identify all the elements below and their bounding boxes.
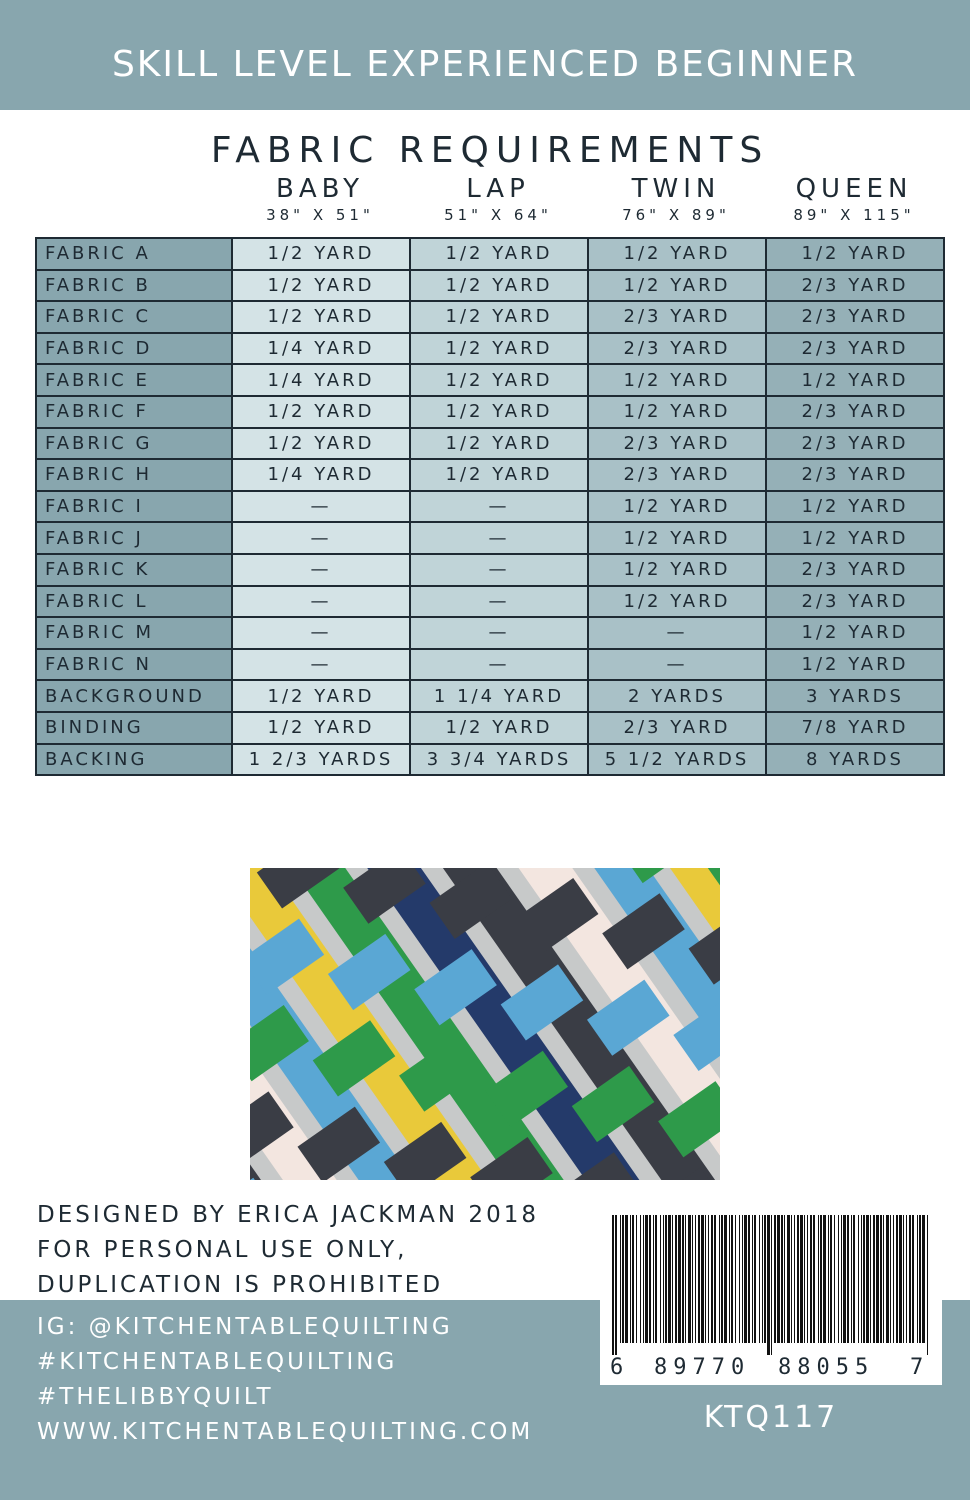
barcode-bar	[870, 1215, 871, 1343]
barcode-bar	[777, 1215, 780, 1343]
table-row	[36, 649, 944, 681]
yardage-cell: 1/2 YARD	[232, 396, 410, 428]
fabric-label: BACKING	[36, 744, 232, 776]
size-header-twin	[587, 174, 765, 224]
size-name: BABY	[276, 174, 364, 204]
yardage-cell: 1/2 YARD	[766, 238, 944, 270]
barcode-bar	[767, 1215, 770, 1355]
fabric-table-body	[36, 238, 944, 775]
barcode-bar	[754, 1215, 756, 1343]
barcode-bar	[838, 1215, 839, 1343]
fabric-requirements-table	[35, 237, 945, 776]
credit-line: DUPLICATION IS PROHIBITED	[37, 1272, 444, 1298]
yardage-cell: 1/2 YARD	[588, 364, 766, 396]
table-row	[36, 396, 944, 428]
barcode-bar	[685, 1215, 686, 1343]
barcode-bar	[899, 1215, 902, 1343]
quilt-photo	[250, 868, 720, 1180]
barcode-bar	[876, 1215, 879, 1343]
barcode-bar	[774, 1215, 776, 1343]
barcode-bar	[919, 1215, 921, 1343]
barcode-bar	[847, 1215, 849, 1343]
table-row	[36, 680, 944, 712]
barcode-bar	[823, 1215, 826, 1343]
table-row	[36, 238, 944, 270]
size-header-baby	[231, 174, 409, 224]
yardage-cell: —	[232, 491, 410, 523]
yardage-cell: 1/2 YARD	[766, 649, 944, 681]
barcode-bar	[807, 1215, 808, 1343]
yardage-cell: —	[232, 586, 410, 618]
yardage-cell: 1/4 YARD	[232, 333, 410, 365]
barcode-bar	[752, 1215, 753, 1343]
table-row	[36, 744, 944, 776]
yardage-cell: —	[410, 586, 588, 618]
barcode-bar	[688, 1215, 691, 1343]
size-dimensions: 76" X 89"	[622, 206, 730, 224]
barcode-bar	[764, 1215, 766, 1343]
size-dimensions: 89" X 115"	[793, 206, 915, 224]
yardage-cell: 1/2 YARD	[766, 364, 944, 396]
barcode-bar	[841, 1215, 842, 1343]
size-name: LAP	[466, 174, 530, 204]
yardage-cell: —	[410, 522, 588, 554]
barcode-bar	[781, 1215, 783, 1343]
barcode-bar	[912, 1215, 914, 1343]
barcode-bar	[630, 1215, 631, 1343]
yardage-cell: 1/2 YARD	[232, 301, 410, 333]
barcode-bar	[701, 1215, 704, 1343]
barcode-bar	[794, 1215, 795, 1343]
size-name: TWIN	[631, 174, 721, 204]
barcode-bar	[800, 1215, 803, 1343]
yardage-cell: 2/3 YARD	[766, 586, 944, 618]
barcode-bar	[784, 1215, 785, 1343]
barcode-number	[610, 1355, 932, 1381]
barcode-bar	[636, 1215, 637, 1343]
yardage-cell: 1/2 YARD	[588, 491, 766, 523]
barcode-bar	[804, 1215, 805, 1343]
fabric-label: FABRIC F	[36, 396, 232, 428]
yardage-cell: —	[232, 554, 410, 586]
yardage-cell: 1/2 YARD	[410, 396, 588, 428]
yardage-cell: 1/2 YARD	[766, 522, 944, 554]
yardage-cell: 1/2 YARD	[588, 396, 766, 428]
barcode-bar	[714, 1215, 716, 1343]
fabric-label: FABRIC M	[36, 617, 232, 649]
yardage-cell: 1/2 YARD	[232, 712, 410, 744]
barcode-bar	[721, 1215, 723, 1343]
yardage-cell: 2/3 YARD	[588, 333, 766, 365]
barcode-bar	[675, 1215, 677, 1343]
barcode-digit-group: 89770	[654, 1355, 751, 1380]
barcode-bar	[797, 1215, 799, 1343]
yardage-cell: 1/2 YARD	[410, 712, 588, 744]
yardage-cell: 1/2 YARD	[588, 522, 766, 554]
barcode-bar	[682, 1215, 684, 1343]
barcode-bar	[622, 1215, 624, 1343]
yardage-cell: 3 3/4 YARDS	[410, 744, 588, 776]
top-banner	[0, 0, 970, 110]
yardage-cell: —	[232, 617, 410, 649]
yardage-cell: 1 2/3 YARDS	[232, 744, 410, 776]
barcode-bar	[729, 1215, 730, 1343]
yardage-cell: —	[588, 617, 766, 649]
fabric-requirements-title: FABRIC REQUIREMENTS	[210, 130, 770, 171]
fabric-label: FABRIC B	[36, 270, 232, 302]
barcode-bar	[853, 1215, 855, 1343]
table-row	[36, 712, 944, 744]
barcode-bar	[645, 1215, 648, 1343]
barcode-bar	[615, 1215, 617, 1355]
barcode-bar	[759, 1215, 760, 1343]
yardage-cell: 1/2 YARD	[766, 617, 944, 649]
barcode-bar	[771, 1215, 772, 1355]
barcode-bar	[834, 1215, 835, 1343]
table-row	[36, 270, 944, 302]
yardage-cell: 5 1/2 YARDS	[588, 744, 766, 776]
barcode-bar	[922, 1215, 925, 1343]
quilt-image	[250, 868, 720, 1180]
barcode-bar	[663, 1215, 664, 1343]
fabric-label: FABRIC H	[36, 459, 232, 491]
yardage-cell: 1/4 YARD	[232, 459, 410, 491]
barcode-bar	[665, 1215, 667, 1343]
fabric-label: FABRIC A	[36, 238, 232, 270]
yardage-cell: 2/3 YARD	[588, 712, 766, 744]
barcode-bar	[909, 1215, 911, 1343]
table-row	[36, 554, 944, 586]
barcode-digit-group: 88055	[778, 1355, 875, 1380]
table-row	[36, 522, 944, 554]
barcode-bar	[880, 1215, 882, 1343]
credit-line: DESIGNED BY ERICA JACKMAN 2018	[37, 1202, 539, 1228]
barcode-bar	[643, 1215, 644, 1343]
pattern-code: KTQ117	[703, 1400, 839, 1435]
yardage-cell: 1/2 YARD	[588, 238, 766, 270]
social-links	[37, 1310, 533, 1450]
yardage-cell: —	[410, 554, 588, 586]
yardage-cell: —	[232, 522, 410, 554]
yardage-cell: 1/2 YARD	[588, 554, 766, 586]
barcode-bar	[890, 1215, 891, 1343]
yardage-cell: 2/3 YARD	[766, 428, 944, 460]
fabric-label: BACKGROUND	[36, 680, 232, 712]
yardage-cell: 2/3 YARD	[766, 333, 944, 365]
hashtag[interactable]: #KITCHENTABLEQUILTING	[37, 1349, 398, 1375]
yardage-cell: 1/2 YARD	[232, 428, 410, 460]
yardage-cell: 1/2 YARD	[588, 270, 766, 302]
barcode-bar	[851, 1215, 852, 1343]
barcode-bar	[858, 1215, 859, 1343]
fabric-label: FABRIC L	[36, 586, 232, 618]
barcode-digit-group: 7	[910, 1355, 924, 1380]
barcode-bar	[873, 1215, 875, 1343]
size-header-lap	[409, 174, 587, 224]
barcode-bar	[731, 1215, 733, 1343]
barcode-bar	[668, 1215, 671, 1343]
yardage-cell: —	[410, 617, 588, 649]
barcode-bar	[748, 1215, 750, 1343]
yardage-cell: —	[410, 649, 588, 681]
barcode-bar	[906, 1215, 907, 1343]
table-row	[36, 617, 944, 649]
fabric-label: FABRIC G	[36, 428, 232, 460]
barcode-bar	[653, 1215, 654, 1343]
yardage-cell: 2/3 YARD	[766, 459, 944, 491]
barcode-bar	[739, 1215, 740, 1343]
yardage-cell: 1/2 YARD	[410, 459, 588, 491]
yardage-cell: 1/2 YARD	[588, 586, 766, 618]
table-row	[36, 586, 944, 618]
barcode-bar	[744, 1215, 747, 1343]
barcode-bars	[610, 1215, 932, 1355]
barcode-bar	[640, 1215, 641, 1343]
yardage-cell: 1/2 YARD	[410, 301, 588, 333]
yardage-cell: 1/2 YARD	[766, 491, 944, 523]
yardage-cell: 2/3 YARD	[766, 270, 944, 302]
yardage-cell: 2 YARDS	[588, 680, 766, 712]
fabric-label: FABRIC K	[36, 554, 232, 586]
yardage-cell: 2/3 YARD	[766, 396, 944, 428]
barcode-bar	[893, 1215, 894, 1343]
barcode-bar	[917, 1215, 918, 1343]
table-row	[36, 333, 944, 365]
yardage-cell: —	[232, 649, 410, 681]
barcode-bar	[787, 1215, 790, 1343]
barcode-bar	[866, 1215, 869, 1343]
size-dimensions: 51" X 64"	[444, 206, 552, 224]
credit-line: FOR PERSONAL USE ONLY,	[37, 1237, 408, 1263]
yardage-cell: 1/2 YARD	[410, 428, 588, 460]
table-row	[36, 491, 944, 523]
yardage-cell: 8 YARDS	[766, 744, 944, 776]
barcode-bar	[820, 1215, 822, 1343]
barcode-bar	[719, 1215, 720, 1343]
designer-credits	[37, 1198, 539, 1303]
skill-level-title: SKILL LEVEL EXPERIENCED BEGINNER	[111, 44, 859, 85]
fabric-label: FABRIC J	[36, 522, 232, 554]
barcode-bar	[791, 1215, 792, 1343]
barcode-bar	[813, 1215, 815, 1343]
barcode	[600, 1205, 942, 1385]
table-row	[36, 301, 944, 333]
barcode-bar	[620, 1215, 621, 1343]
table-row	[36, 428, 944, 460]
barcode-bar	[861, 1215, 862, 1343]
yardage-cell: 3 YARDS	[766, 680, 944, 712]
barcode-digit-group: 6	[610, 1355, 624, 1380]
barcode-bar	[649, 1215, 651, 1343]
yardage-cell: —	[410, 491, 588, 523]
barcode-bar	[632, 1215, 634, 1343]
barcode-bar	[625, 1215, 628, 1343]
barcode-bar	[724, 1215, 727, 1343]
fabric-label: FABRIC I	[36, 491, 232, 523]
hashtag[interactable]: #THELIBBYQUILT	[37, 1384, 274, 1410]
barcode-bar	[818, 1215, 819, 1343]
yardage-cell: —	[588, 649, 766, 681]
size-name: QUEEN	[795, 174, 913, 204]
fabric-label: FABRIC N	[36, 649, 232, 681]
yardage-cell: 2/3 YARD	[766, 301, 944, 333]
instagram-handle[interactable]: IG: @KITCHENTABLEQUILTING	[37, 1314, 453, 1340]
size-dimensions: 38" X 51"	[266, 206, 374, 224]
barcode-bar	[711, 1215, 713, 1343]
barcode-bar	[843, 1215, 846, 1343]
fabric-label: FABRIC C	[36, 301, 232, 333]
barcode-bar	[762, 1215, 763, 1343]
table-row	[36, 364, 944, 396]
barcode-bar	[678, 1215, 681, 1343]
barcode-bar	[742, 1215, 743, 1343]
yardage-cell: 1/2 YARD	[410, 333, 588, 365]
yardage-cell: 1 1/4 YARD	[410, 680, 588, 712]
barcode-bar	[903, 1215, 904, 1343]
barcode-bar	[698, 1215, 700, 1343]
size-header-queen	[765, 174, 943, 224]
table-row	[36, 459, 944, 491]
barcode-bar	[708, 1215, 709, 1343]
yardage-cell: 1/2 YARD	[410, 238, 588, 270]
fabric-label: FABRIC E	[36, 364, 232, 396]
yardage-cell: 1/4 YARD	[232, 364, 410, 396]
fabric-label: BINDING	[36, 712, 232, 744]
barcode-bar	[828, 1215, 829, 1343]
barcode-bar	[883, 1215, 884, 1343]
barcode-bar	[886, 1215, 889, 1343]
barcode-bar	[692, 1215, 693, 1343]
yardage-cell: 1/2 YARD	[232, 238, 410, 270]
yardage-cell: 2/3 YARD	[588, 428, 766, 460]
barcode-bar	[705, 1215, 706, 1343]
barcode-bar	[896, 1215, 898, 1343]
barcode-bar	[735, 1215, 736, 1343]
yardage-cell: 2/3 YARD	[588, 459, 766, 491]
yardage-cell: 1/2 YARD	[232, 270, 410, 302]
barcode-bar	[612, 1215, 614, 1355]
barcode-bar	[660, 1215, 661, 1343]
barcode-bar	[863, 1215, 865, 1343]
barcode-bar	[810, 1215, 812, 1343]
yardage-cell: 2/3 YARD	[588, 301, 766, 333]
yardage-cell: 7/8 YARD	[766, 712, 944, 744]
yardage-cell: 1/2 YARD	[410, 270, 588, 302]
yardage-cell: 1/2 YARD	[410, 364, 588, 396]
fabric-label: FABRIC D	[36, 333, 232, 365]
website-link[interactable]: WWW.KITCHENTABLEQUILTING.COM	[37, 1419, 534, 1445]
barcode-bar	[927, 1215, 928, 1355]
barcode-bar	[695, 1215, 696, 1343]
yardage-cell: 2/3 YARD	[766, 554, 944, 586]
yardage-cell: 1/2 YARD	[232, 680, 410, 712]
barcode-bar	[655, 1215, 657, 1343]
barcode-bar	[672, 1215, 673, 1343]
barcode-bar	[830, 1215, 832, 1343]
